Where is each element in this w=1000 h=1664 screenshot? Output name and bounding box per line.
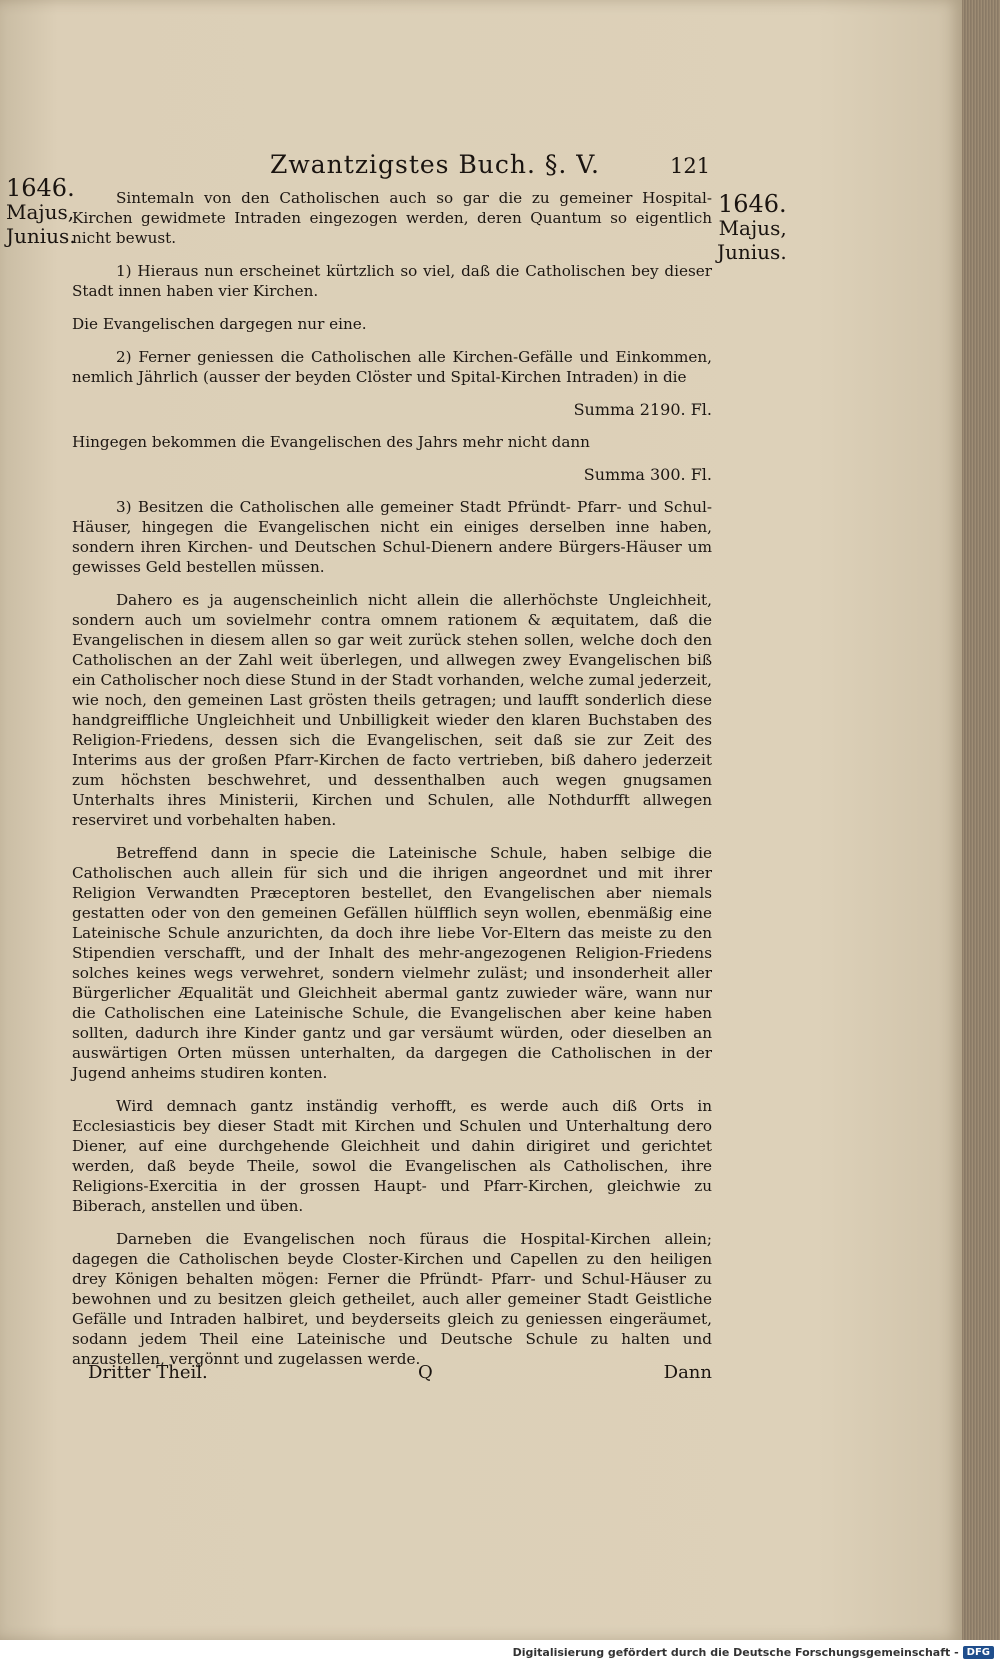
running-header: Zwantzigstes Buch. §. V. — [270, 150, 600, 179]
signature-mark: Q — [418, 1362, 433, 1383]
paragraph: 1) Hieraus nun erscheinet kürtzlich so viel, daß die Catholischen bey dieser Stadt innen haben vier Kirchen. — [72, 262, 712, 300]
paragraph: Die Evangelischen dargegen nur eine. — [72, 315, 367, 333]
paragraph: Dahero es ja augenscheinlich nicht allein die allerhöchste Ungleichheit, sondern auch um sovielmehr contra omnem rationem & æquitatem, daß die Evangelischen in diesem allen so gar weit zurück stehen sollen, welche doch den Catholischen an der Zahl weit überlegen, und allwegen zwey Evangelischen biß ein Catholischer noch diese Stund in der Stadt vorhanden, welche zumal jederzeit, wie noch, den gemeinen Last grösten theils getragen; und laufft sonderlich diese handgreiffliche Ungleichheit und Unbilligkeit wieder den klaren Buchstaben des Religion-Friedens, dessen sich die Evangelischen, seit daß sie zur Zeit des Interims aus der großen Pfarr-Kirchen de facto vertrieben, biß dahero jederzeit zum höchsten beschwehret, und dessenthalben auch wegen gnugsamen Unterhalts ihres Ministerii, Kirchen und Schulen, alle Nothdurfft allwegen reserviret und vorbehalten haben. — [72, 591, 712, 829]
scan-footer — [0, 1640, 1000, 1664]
left-margin-note — [6, 176, 76, 248]
margin-month: Majus, — [6, 200, 75, 224]
margin-month: Majus, — [718, 216, 787, 240]
body-text — [72, 188, 712, 1382]
catchword: Dann — [663, 1362, 712, 1383]
margin-month: Junius. — [717, 240, 787, 264]
paragraph: Sintemaln von den Catholischen auch so gar die zu gemeiner Hospital-Kirchen gewidmete Intraden eingezogen werden, deren Quantum so eigentlich nicht bewust. — [72, 189, 712, 247]
paragraph: Hingegen bekommen die Evangelischen des Jahrs mehr nicht dann — [72, 433, 590, 451]
page-edge — [962, 0, 1000, 1640]
page-number: 121 — [670, 154, 711, 178]
paragraph: Darneben die Evangelischen noch füraus die Hospital-Kirchen allein; dagegen die Catholischen beyde Closter-Kirchen und Capellen zu den heiligen drey Königen behalten mögen: Ferner die Pfründt- Pfarr- und Schul-Häuser zu bewohnen und zu besitzen gleich getheilet, auch aller gemeiner Stadt Geistliche Gefälle und Intraden halbiret, und beyderseits gleich zu geniessen eingeräumet, sodann jedem Theil eine Lateinische und Deutsche Schule zu halten und anzustellen, vergönnt und zugelassen werde. — [72, 1230, 712, 1368]
margin-month: Junius. — [6, 224, 76, 248]
sum-line: Summa 300. Fl. — [583, 465, 712, 484]
paragraph: 3) Besitzen die Catholischen alle gemeiner Stadt Pfründt- Pfarr- und Schul-Häuser, hingegen die Evangelischen nicht ein einiges derselben inne haben, sondern ihren Kirchen- und Deutschen Schul-Dienern andere Bürgers-Häuser um gewisses Geld bestellen müssen. — [72, 498, 712, 576]
margin-year: 1646. — [6, 174, 75, 202]
paragraph: 2) Ferner geniessen die Catholischen alle Kirchen-Gefälle und Einkommen, nemlich Jährlich (ausser der beyden Clöster und Spital-Kirchen Intraden) in die — [72, 348, 712, 386]
paragraph: Wird demnach gantz inständig verhofft, es werde auch diß Orts in Ecclesiasticis bey dieser Stadt mit Kirchen und Schulen und Unterhaltung dero Diener, auf eine durchgehende Gleichheit und dahin dirigiret und gerichtet werden, daß beyde Theile, sowol die Evangelischen als Catholischen, ihre Religions-Exercitia in der grossen Haupt- und Pfarr-Kirchen, gleichwie zu Biberach, anstellen und üben. — [72, 1097, 712, 1215]
scan-footer-text: Digitalisierung gefördert durch die Deutsche Forschungsgemeinschaft - — [512, 1645, 959, 1659]
sum-line: Summa 2190. Fl. — [573, 400, 712, 419]
margin-year: 1646. — [717, 190, 787, 218]
dfg-logo-icon: DFG — [963, 1646, 994, 1659]
right-margin-note — [717, 192, 787, 264]
paragraph: Betreffend dann in specie die Lateinische Schule, haben selbige die Catholischen auch allein für sich und die ihrigen angeordnet und mit ihrer Religion Verwandten Præceptoren bestellet, den Evangelischen aber niemals gestatten oder von den gemeinen Gefällen hülfflich seyn wollen, ebenmäßig eine Lateinische Schule anzurichten, da doch ihre liebe Vor-Eltern das meiste zu den Stipendien verschafft, und der Inhalt des mehr-angezogenen Religion-Friedens solches keines wegs verwehret, sondern vielmehr zuläst; und insonderheit aller Bürgerlicher Æqualität und Gleichheit abermal gantz zuwieder wäre, wann nur die Catholischen eine Lateinische Schule, die Evangelischen aber keine haben sollten, dadurch ihre Kinder gantz und gar versäumt würden, oder dieselben an auswärtigen Orten müssen unterhalten, da dargegen die Catholischen in der Jugend anheims studiren konten. — [72, 844, 712, 1082]
signature: Dritter Theil. — [88, 1362, 208, 1383]
